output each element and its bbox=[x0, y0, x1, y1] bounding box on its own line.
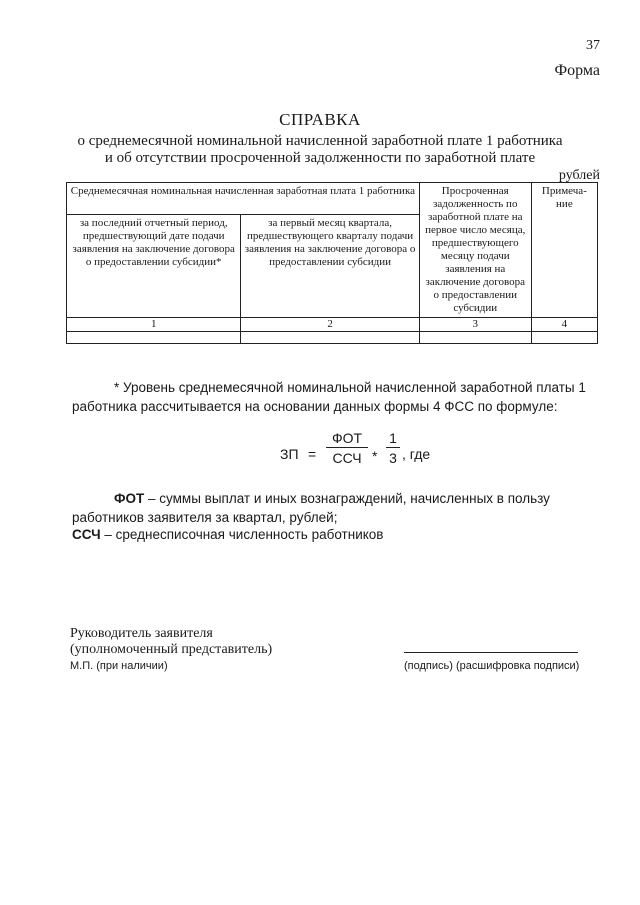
definition-text: – суммы выплат и иных вознаграждений, начисленных в пользу работников заявителя за квартал, рублей; bbox=[72, 491, 550, 525]
signer-representative: (уполномоченный представитель) bbox=[70, 642, 273, 657]
definition-fot bbox=[72, 489, 602, 527]
definition-ssch bbox=[72, 525, 602, 544]
formula-denominator-2: 3 bbox=[389, 450, 397, 466]
column-number: 4 bbox=[531, 318, 597, 332]
seal-note: М.П. (при наличии) bbox=[70, 660, 168, 672]
header-overdue-debt: Просроченная задолженность по заработной плате на первое число месяца, предшествующего месяцу подачи заявления на заключение договора о предоставлении субсидии bbox=[419, 183, 531, 318]
definition-term: ФОТ bbox=[114, 491, 145, 506]
table-header-row bbox=[67, 183, 598, 215]
currency-unit: рублей bbox=[558, 168, 600, 183]
formula-numerator: ФОТ bbox=[326, 430, 368, 448]
formula-lhs: ЗП bbox=[280, 446, 299, 462]
table-row bbox=[67, 332, 598, 344]
footnote: * Уровень среднемесячной номинальной начисленной заработной платы 1 работника рассчитывается на основании данных формы 4 ФСС по формуле: bbox=[72, 380, 586, 414]
formula-equals: = bbox=[308, 446, 317, 462]
table-cell bbox=[419, 332, 531, 344]
formula-denominator: ССЧ bbox=[332, 450, 362, 466]
table-cell bbox=[531, 332, 597, 344]
table-cell bbox=[241, 332, 419, 344]
column-number-row bbox=[67, 318, 598, 332]
column-number: 2 bbox=[241, 318, 419, 332]
document-subtitle-line-1: о среднемесячной номинальной начисленной заработной плате 1 работника bbox=[77, 133, 563, 149]
page-number: 37 bbox=[586, 38, 600, 53]
signature-caption: (подпись) (расшифровка подписи) bbox=[404, 660, 580, 672]
subheader-first-month: за первый месяц квартала, предшествующего кварталу подачи заявления на заключение договора о предоставлении субсидии bbox=[241, 215, 419, 318]
form-label: Форма bbox=[554, 62, 600, 79]
formula-numerator-2: 1 bbox=[386, 430, 400, 448]
column-number: 3 bbox=[419, 318, 531, 332]
subheader-last-period: за последний отчетный период, предшествующий дате подачи заявления на заключение договора о предоставлении субсидии* bbox=[67, 215, 241, 318]
signer-title: Руководитель заявителя bbox=[70, 626, 213, 641]
formula-tail: , где bbox=[402, 446, 431, 462]
document-title: СПРАВКА bbox=[279, 110, 361, 129]
header-note: Примеча-ние bbox=[531, 183, 597, 318]
salary-table bbox=[66, 182, 598, 344]
column-number: 1 bbox=[67, 318, 241, 332]
formula-fraction bbox=[326, 430, 368, 466]
formula-times: * bbox=[372, 448, 378, 464]
signature-line bbox=[404, 652, 578, 653]
formula-fraction-third bbox=[386, 430, 400, 466]
header-average-salary: Среднемесячная номинальная начисленная заработная плата 1 работника bbox=[67, 183, 420, 215]
document-subtitle-line-2: и об отсутствии просроченной задолженности по заработной плате bbox=[104, 150, 536, 166]
definition-term: ССЧ bbox=[72, 527, 101, 542]
definition-text: – среднесписочная численность работников bbox=[100, 527, 384, 542]
table-cell bbox=[67, 332, 241, 344]
